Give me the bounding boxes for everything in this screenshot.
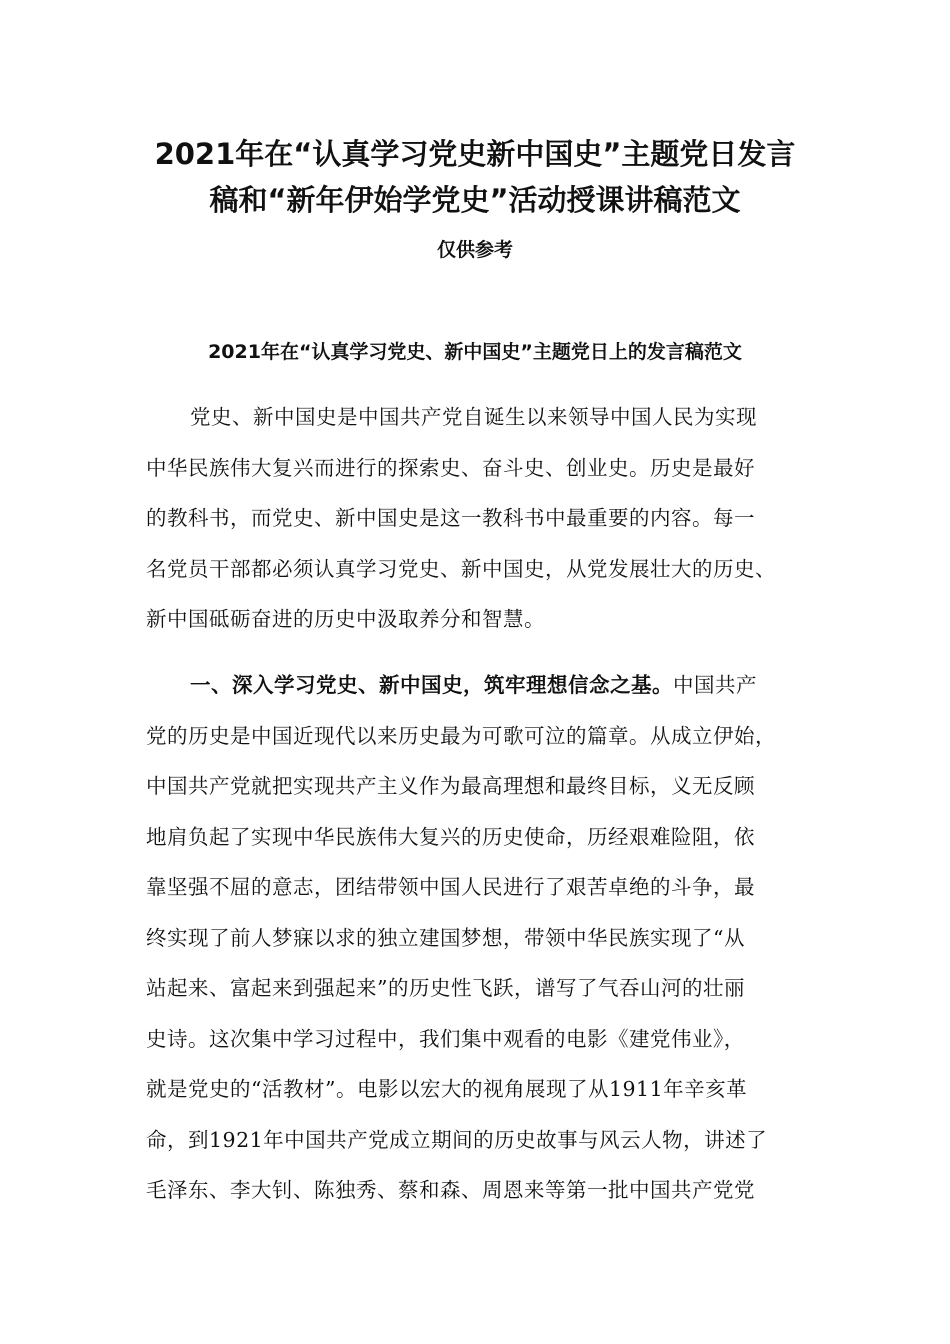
paragraph-line: 新中国砥砺奋进的历史中汲取养分和智慧。 (146, 607, 545, 631)
paragraph-line: 命，到1921年中国共产党成立期间的历史故事与风云人物，讲述了 (146, 1127, 768, 1152)
document-title-line-2: 稿和“新年伊始学党史”活动授课讲稿范文 (209, 183, 741, 217)
section-heading: 2021年在“认真学习党史、新中国史”主题党日上的发言稿范文 (208, 341, 742, 363)
paragraph-line: 史诗。这次集中学习过程中，我们集中观看的电影《建党伟业》， (146, 1026, 745, 1051)
paragraph-first-line (146, 660, 816, 711)
point-one-heading: 一、深入学习党史、新中国史，筑牢理想信念之基。 (190, 673, 673, 697)
paragraph-line: 就是党史的“活教材”。电影以宏大的视角展现了从1911年辛亥革 (146, 1077, 748, 1101)
paragraph-line: 党的历史是中国近现代以来历史最为可歌可泣的篇章。从成立伊始， (146, 723, 776, 748)
paragraph-line: 的教科书，而党史、新中国史是这一教科书中最重要的内容。每一 (146, 506, 755, 530)
paragraph-line: 中国共产党就把实现共产主义作为最高理想和最终目标，义无反顾 (146, 774, 755, 798)
paragraph-line: 站起来、富起来到强起来”的历史性飞跃，谱写了气吞山河的壮丽 (146, 976, 745, 1000)
paragraph-line: 终实现了前人梦寐以求的独立建国梦想，带领中华民族实现了“从 (146, 925, 745, 950)
paragraph-line: 地肩负起了实现中华民族伟大复兴的历史使命，历经艰难险阻，依 (146, 824, 755, 849)
paragraph-line: 毛泽东、李大钊、陈独秀、蔡和森、周恩来等第一批中国共产党党 (146, 1178, 755, 1202)
document-subtitle: 仅供参考 (436, 239, 513, 261)
paragraph-intro (146, 392, 816, 645)
paragraph-line: 名党员干部都必须认真学习党史、新中国史，从党发展壮大的历史、 (146, 556, 776, 581)
paragraph-line: 中华民族伟大复兴而进行的探索史、奋斗史、创业史。历史是最好 (146, 455, 755, 480)
document-title-line-1: 2021年在“认真学习党史新中国史”主题党日发言 (154, 137, 796, 171)
paragraph-line: 靠坚强不屈的意志，团结带领中国人民进行了艰苦卓绝的斗争，最 (146, 875, 755, 899)
paragraph-line: 党史、新中国史是中国共产党自诞生以来领导中国人民为实现 (190, 405, 757, 429)
paragraph-line-rest: 中国共产 (673, 673, 757, 697)
paragraph-point-one (146, 660, 816, 1216)
